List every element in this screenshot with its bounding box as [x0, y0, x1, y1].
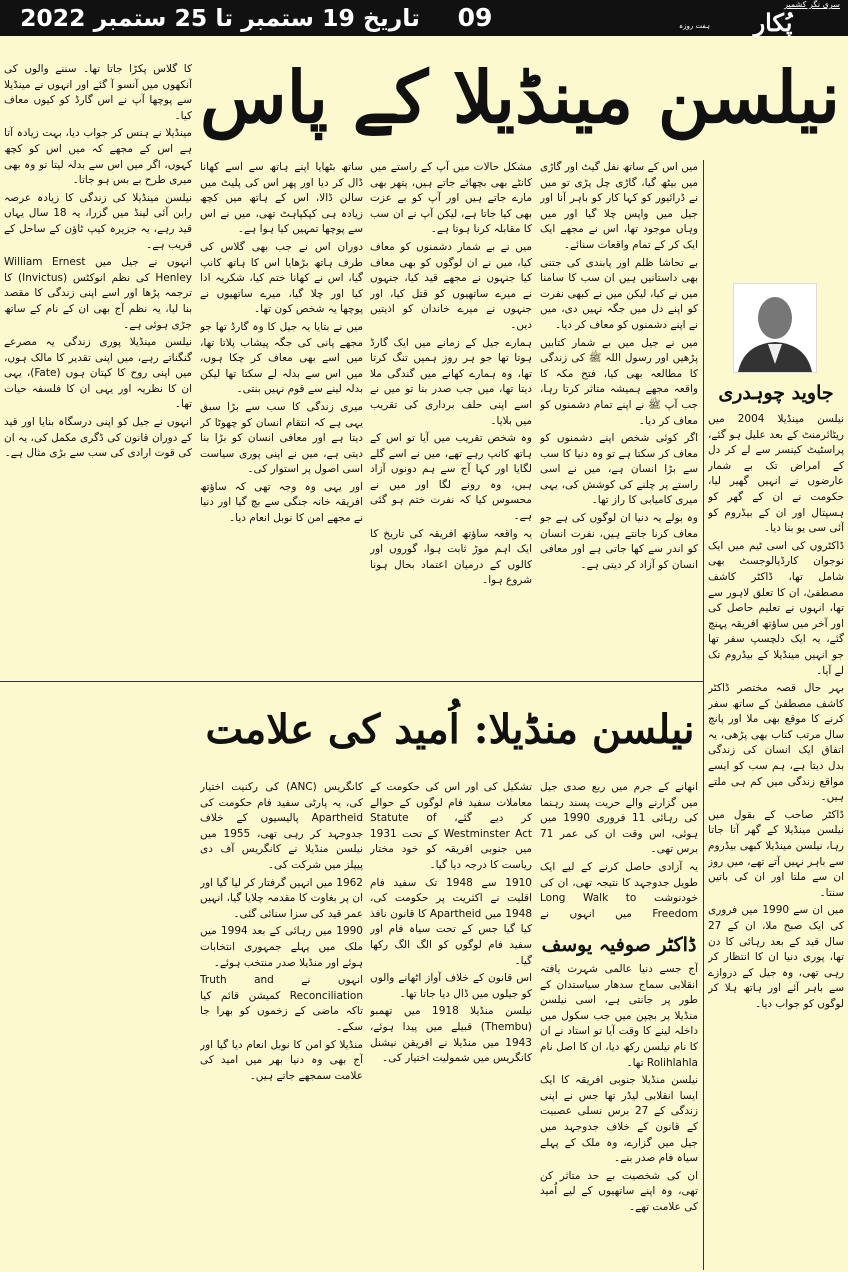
article-paragraph: دوران اس نے جب بھی گلاس کی طرف ہاتھ بڑھایا اس کا ہاتھ کانپ گیا، اس نے کھانا ختم کیا، شکریہ ادا کیا اور چلا گیا، میرے ساتھیوں نے پوچھا یہ شخص کون تھا۔ — [200, 240, 363, 316]
article-paragraph: انہوں نے جیل کو اپنی درسگاہ بنایا اور قید کے دوران قانون کی ڈگری مکمل کی، یہ ان کی قوت ارادی کی سب سے بڑی مثال ہے۔ — [4, 416, 192, 460]
article-paragraph: ہمارے جیل کے زمانے میں ایک گارڈ ہوتا تھا جو ہر روز ہمیں تنگ کرتا تھا، وہ ہمارے کھانے میں گندگی ملا دیتا تھا، میں جب صدر بنا تو میں نے اسے اپنی حلف برداری کی تقریب میں بلایا۔ — [370, 336, 532, 427]
article-paragraph: ان کی شخصیت بے حد متاثر کن تھی، وہ اپنے ساتھیوں کے لیے اُمید کی علامت تھے۔ — [540, 1169, 698, 1213]
article-paragraph: میں اس کے ساتھ نفل گیٹ اور گاڑی میں بیٹھ گیا، گاڑی چل پڑی تو میں نے ڈرائیور کو کہا کار کو باہر آنا اور جیل میں واپس چلا گیا اور میں وہاں موجود تھا، اس نے مجھے ایک ایک کر کے تمام واقعات سنائے۔ — [540, 161, 698, 251]
article1-column — [540, 160, 698, 676]
article-paragraph: یہ واقعہ ساؤتھ افریقہ کی تاریخ کا ایک اہم موڑ ثابت ہوا، گوروں اور کالوں کے درمیان اعتماد بحال ہونا شروع ہوا۔ — [370, 527, 532, 587]
article-paragraph: 1990 میں رہائی کے بعد 1994 میں ملک میں پہلے جمہوری انتخابات ہوئے اور منڈیلا صدر منتخب ہوئے۔ — [200, 925, 363, 969]
author-photo — [733, 283, 817, 373]
article-paragraph: آج جسے دنیا عالمی شہرت یافتہ انقلابی سماج سدھار سیاستدان کے طور پر جانتی ہے، اسی نیلسن منڈیلا پر بچپن میں جب سکول میں داخلہ لینے کا وقت آیا تو استاد نے ان کا نام نیلسن رکھ دیا، ان کا اصل نام Rolihlahla تھا۔ — [540, 963, 698, 1069]
article-paragraph: بہر حال قصہ مختصر ڈاکٹر کاشف مصطفیٰ کے ساتھ سفر کرنے کا موقع بھی ملا اور پانچ سال مرتب کتاب بھی پڑھی، یہ اتفاق ایک انسان کی زندگی بدل دیتا ہے، ہم سب کو ایسے مواقع زندگی میں کم ہی ملتے ہیں۔ — [708, 682, 844, 804]
article2-column — [540, 780, 698, 920]
article-paragraph: کانگریس (ANC) کی رکنیت اختیار کی، یہ پارٹی سفید فام حکومت کی Apartheid پالیسیوں کے خلاف جدوجہد کر رہی تھی، 1955 میں نیلسن منڈیلا نے کانگریس آف دی پیپلز میں شرکت کی۔ — [200, 781, 363, 871]
article-paragraph: انہوں نے جیل میں William Ernest Henley کی نظم انوکٹس (Invictus) کا ترجمہ پڑھا اور اسے اپنی زندگی کا مقصد بنا لیا، یہ نظم آج بھی ان کے نام کے ساتھ جڑی ہوئی ہے۔ — [4, 256, 192, 331]
article-paragraph: نیلسن منڈیلا 1918 میں تھمبو (Thembu) قبیلے میں پیدا ہوئے، 1943 میں منڈیلا نے افریقن نیشنل کانگریس میں شمولیت اختیار کی۔ — [370, 1005, 532, 1065]
article2-column — [200, 780, 363, 1268]
article-paragraph: اور یہی وہ وجہ تھی کہ ساؤتھ افریقہ خانہ جنگی سے بچ گیا اور دنیا نے مجھے امن کا نوبل انعام دیا۔ — [200, 480, 363, 525]
article-paragraph: وہ بولے یہ دنیا ان لوگوں کی ہے جو معاف کرنا جانتے ہیں، نفرت انسان کو اندر سے کھا جاتی ہے اور معافی انسان کو آزاد کر دیتی ہے۔ — [540, 512, 698, 571]
article-paragraph: انھانے کے جرم میں ربع صدی جیل میں گزارنے والے حریت پسند رہنما کی رہائی 11 فروری 1990 میں ہوئی، اس وقت ان کی عمر 71 برس تھی۔ — [540, 781, 698, 856]
article1-headline: نیلسن مینڈیلا کے پاس — [200, 55, 840, 139]
article-paragraph: تشکیل کی اور اس کی حکومت کے معاملات سفید فام لوگوں کے حوالے کر دیے گئے، Statute of Westminster Act کے تحت 1931 میں جنوبی افریقہ کو خود مختار ریاست کا درجہ دیا گیا۔ — [370, 781, 532, 871]
article-paragraph: نیلسن مینڈیلا پوری زندگی یہ مصرعے گنگناتے رہے، میں اپنی تقدیر کا مالک ہوں، میں اپنی روح کا کپتان ہوں (Fate)، یہی ان کا نظریہ اور یہی ان کا فلسفہ حیات تھا۔ — [4, 336, 192, 411]
article-paragraph: مشکل حالات میں آپ کے راستے میں کانٹے بھی بچھائے جاتے ہیں، پتھر بھی مارے جاتے ہیں اور آپ کو بے عزت بھی کیا جاتا ہے، لیکن آپ نے ان سب کا مقابلہ کرنا ہوتا ہے۔ — [370, 161, 532, 236]
article-paragraph: اس قانون کے خلاف آواز اٹھانے والوں کو جیلوں میں ڈال دیا جاتا تھا۔ — [370, 972, 532, 1000]
column-divider — [703, 160, 704, 1270]
article-paragraph: منڈیلا کو امن کا نوبل انعام دیا گیا اور آج بھی وہ دنیا بھر میں امید کی علامت سمجھے جاتے ہیں۔ — [200, 1038, 363, 1082]
article-paragraph: ساتھ بٹھایا اپنے ہاتھ سے اسے کھانا ڈال کر دیا اور پھر اس کی پلیٹ میں سالن ڈالا، اس کے ہاتھ میں کچھ زیادہ ہی کپکپاہٹ تھی، میں نے اس سے پوچھا تمہیں کیا ہوا ہے۔ — [200, 161, 363, 236]
article2-author: ڈاکٹر صوفیہ یوسف — [541, 934, 697, 956]
article-paragraph: میری زندگی کا سب سے بڑا سبق یہی ہے کہ انتقام انسان کو چھوٹا کر دیتا ہے اور معافی انسان کو بڑا بنا دیتی ہے، میں نے اپنی پوری سیاست اسی اصول پر استوار کی۔ — [200, 400, 363, 476]
article1-author: جاوید چوہدری — [718, 382, 834, 404]
article-paragraph: نیلسن منڈیلا جنوبی افریقہ کا ایک ایسا انقلابی لیڈر تھا جس نے اپنی زندگی کے 27 برس نسلی عصبیت کے قانون کے خلاف جدوجہد میں جیل میں گزارے، وہ ملک کے پہلے سیاہ فام صدر بنے۔ — [540, 1074, 698, 1165]
article-paragraph: مینڈیلا نے ہنس کر جواب دیا، بہت زیادہ آتا ہے اس کے مجھے کہ میں اس کو کچھ کہوں، اگر میں اس سے بدلہ لیتا تو وہ بھی میری طرح بے بس ہو جاتا۔ — [4, 127, 192, 187]
article1-column — [708, 412, 844, 1268]
article2-column — [540, 962, 698, 1268]
section-divider — [0, 681, 703, 682]
article-paragraph: اگر کوئی شخص اپنے دشمنوں کو معاف کر سکتا ہے تو وہ دنیا کا سب سے بڑا انسان ہے، میں نے اسی راستے پر چلنے کی کوشش کی، یہی میری کامیابی کا راز تھا۔ — [540, 432, 698, 507]
article-paragraph: میں نے بے شمار دشمنوں کو معاف کیا، میں نے ان لوگوں کو بھی معاف کیا جنہوں نے مجھے قید کیا، جنہوں نے میرے ساتھیوں کو قتل کیا، اور جنہوں نے میرے خاندان کو اذیتیں دیں۔ — [370, 240, 532, 331]
article-paragraph: میں نے بتایا یہ جیل کا وہ گارڈ تھا جو مجھے پانی کی جگہ پیشاب پلاتا تھا، میں اسے بھی معاف کر چکا ہوں، میں اس سے بدلہ لے سکتا تھا لیکن بدلہ لینے سے قوم نہیں بنتی۔ — [200, 320, 363, 396]
article-paragraph: ڈاکٹر صاحب کے بقول میں نیلسن مینڈیلا کے گھر آتا جاتا رہا، نیلسن مینڈیلا کبھی بیڈروم سے باہر نہیں آتے تھے، میں روز ان سے ملتا اور ان کی باتیں سنتا۔ — [708, 808, 844, 899]
article-paragraph: نیلسن مینڈیلا 2004 میں ریٹائرمنٹ کے بعد علیل ہو گئے، پراسٹیٹ کینسر سے لے کر دل کے امراض تک بے شمار عارضوں نے انہیں گھیر لیا، حکومت نے ان کے گھر کو ہسپتال اور ان کے بیڈروم کو آئی سی یو بنا دیا۔ — [708, 413, 844, 535]
article-paragraph: وہ شخص تقریب میں آیا تو اس کے ہاتھ کانپ رہے تھے، میں نے اسے گلے لگایا اور کہا آج سے ہم دونوں آزاد ہیں، وہ رونے لگا اور میں نے محسوس کیا کہ نفرت ختم ہو گئی ہے۔ — [370, 432, 532, 523]
article-paragraph: 1962 میں انہیں گرفتار کر لیا گیا اور ان پر بغاوت کا مقدمہ چلایا گیا، انہیں عمر قید کی سزا سنائی گئی۔ — [200, 876, 363, 920]
page-number: 09 — [457, 3, 493, 32]
article1-column — [200, 160, 363, 676]
article-paragraph: میں نے جیل میں بے شمار کتابیں پڑھیں اور رسول اللہ ﷺ کی زندگی کا مطالعہ بھی کیا، فتح مکہ کا واقعہ مجھے ہمیشہ متاثر کرتا رہا، جب آپ ﷺ نے اپنے تمام دشمنوں کو معاف کر دیا۔ — [540, 336, 698, 427]
article-paragraph: 1910 سے 1948 تک سفید فام اقلیت نے اکثریت پر حکومت کی، 1948 میں Apartheid کا قانون نافذ کیا گیا جس کے تحت سیاہ فام اور سفید فام لوگوں کو الگ الگ رکھا گیا۔ — [370, 876, 532, 967]
newspaper-logo: پُکار — [753, 8, 793, 37]
article-paragraph: میں ان سے 1990 میں فروری کی ایک صبح ملا، ان کے 27 سال قید کے بعد رہائی کا دن تھا، پوری دنیا ان کا انتظار کر رہی تھی، وہ جیل کے دروازے سے باہر آئے اور ہاتھ ہلا کر لوگوں کو جواب دیا۔ — [708, 904, 844, 1010]
article-paragraph: انہوں نے Truth and Reconciliation کمیشن قائم کیا تاکہ ماضی کے زخموں کو بھرا جا سکے۔ — [200, 974, 363, 1033]
article-paragraph: بے تحاشا ظلم اور پابندی کی جتنی بھی داستانیں ہیں ان سب کا سامنا میں نے کیا، لیکن میں نے کبھی نفرت کو اپنے دل میں جگہ نہیں دی، میں نے اپنے دشمنوں کو معاف کر دیا۔ — [540, 256, 698, 331]
issue-date: تاریخ 19 ستمبر تا 25 ستمبر 2022 — [20, 4, 420, 32]
article1-column — [370, 160, 532, 676]
article-paragraph: کا گلاس پکڑا جاتا تھا۔ سننے والوں کی آنکھوں میں آنسو آ گئے اور انہوں نے مینڈیلا سے پوچھا آپ نے اس گارڈ کو کیوں معاف کیا۔ — [4, 63, 192, 122]
weekly-label: ہفت روزہ — [679, 22, 710, 30]
city-label: سری نگر کشمیر — [784, 0, 840, 9]
article-paragraph: یہ آزادی حاصل کرنے کے لیے ایک طویل جدوجہد کا نتیجہ تھی، ان کی خودنوشت Long Walk to Freedom میں انہوں نے — [540, 860, 698, 920]
article1-column — [4, 62, 192, 676]
masthead — [0, 0, 848, 36]
article2-column — [370, 780, 532, 1268]
article2-headline: نیلسن منڈیلا: اُمید کی علامت — [205, 706, 695, 753]
article-paragraph: نیلسن مینڈیلا کی زندگی کا زیادہ عرصہ رابن آئی لینڈ میں گزرا، یہ 18 سال یہاں قید رہے، یہ جزیرہ کیپ ٹاؤن کے ساحل کے قریب ہے۔ — [4, 191, 192, 251]
article-paragraph: ڈاکٹروں کی اسی ٹیم میں ایک نوجوان کارڈیالوجسٹ بھی شامل تھا، ڈاکٹر کاشف مصطفیٰ، ان کا تعلق لاہور سے تھا، انہوں نے تعلیم حاصل کی اور آخر میں ساؤتھ افریقہ پہنچ گئے، یہ ایک دلچسپ سفر تھا جو انہیں مینڈیلا کے بیڈروم تک لے آیا۔ — [708, 539, 844, 677]
